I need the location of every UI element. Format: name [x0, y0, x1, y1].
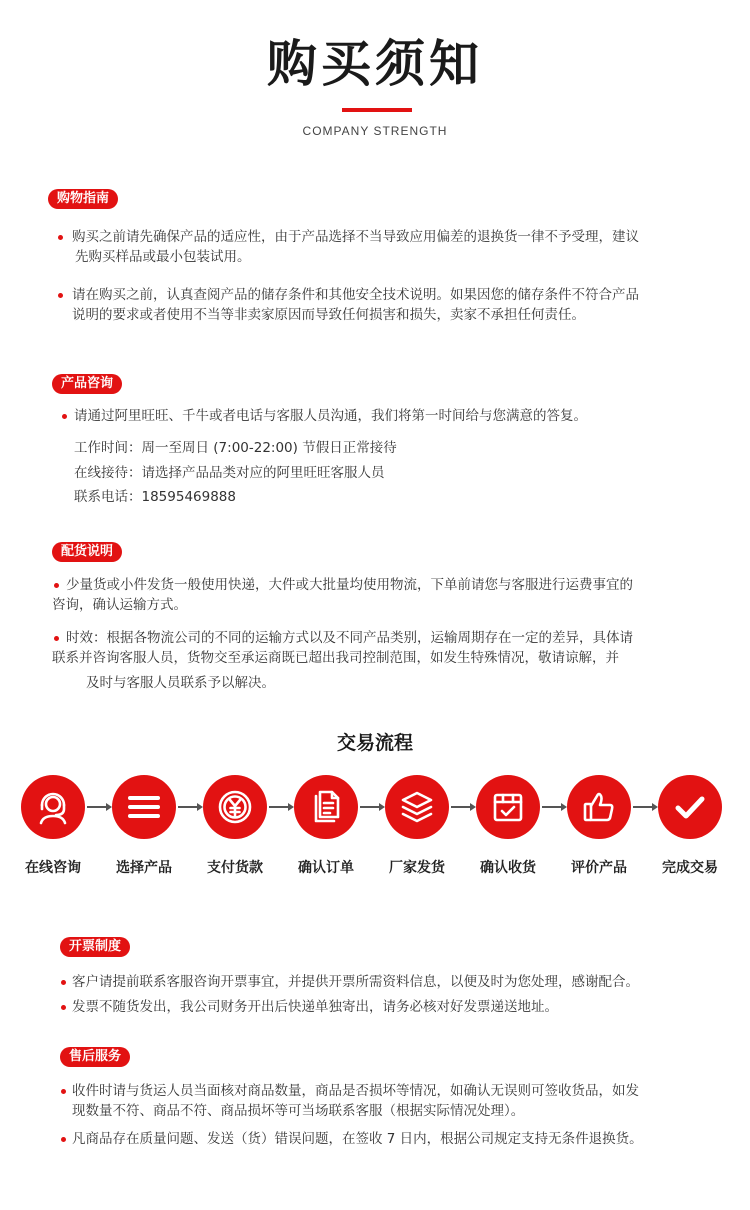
invoice-item-1: 客户请提前联系客服咨询开票事宜，并提供开票所需资料信息，以便及时为您处理，感谢配合。 — [72, 974, 639, 990]
step-label: 在线咨询 — [25, 860, 81, 876]
bullet-dot — [61, 1089, 66, 1094]
step-label: 完成交易 — [662, 860, 718, 876]
consultation-item-1: 请通过阿里旺旺、千牛或者电话与客服人员沟通，我们将第一时间给与您满意的答复。 — [74, 408, 587, 424]
yuan-coin-icon — [215, 787, 255, 827]
section-badge-consultation: 产品咨询 — [52, 374, 122, 394]
section-badge-delivery: 配货说明 — [52, 542, 122, 562]
shopping-guide-item-2: 请在购买之前，认真查阅产品的储存条件和其他安全技术说明。如果因您的储存条件不符合产品 说明的要求或者使用不当等非卖家原因而导致任何损害和损失，卖家不承担任何责任。 — [72, 287, 639, 323]
bullet-dot — [58, 235, 63, 240]
delivery-item-1: 少量货或小件发货一般使用快递，大件或大批量均使用物流，下单前请您与客服进行运费事宜的 咨询，确认运输方式。 — [52, 577, 633, 613]
page-title: 购买须知 — [267, 35, 483, 93]
invoice-item-2: 发票不随货发出，我公司财务开出后快递单独寄出，请务必核对好发票递送地址。 — [72, 999, 558, 1015]
step-label: 选择产品 — [116, 860, 172, 876]
step-ship — [385, 775, 449, 839]
step-label: 评价产品 — [571, 860, 627, 876]
menu-lines-icon — [124, 787, 164, 827]
after-sales-item-1: 收件时请与货运人员当面核对商品数量，商品是否损坏等情况，如确认无误则可签收货品，如发 现数量不符、商品不符、商品损坏等可当场联系客服（根据实际情况处理）。 — [72, 1083, 639, 1119]
bullet-dot — [61, 1005, 66, 1010]
consultation-phone: 联系电话：18595469888 — [74, 489, 236, 505]
headset-agent-icon — [33, 787, 73, 827]
bullet-dot — [61, 980, 66, 985]
title-underline — [342, 108, 412, 112]
thumbs-up-icon — [579, 787, 619, 827]
step-online-consult — [21, 775, 85, 839]
step-select-product — [112, 775, 176, 839]
step-review — [567, 775, 631, 839]
package-check-icon — [488, 787, 528, 827]
flow-arrow — [542, 806, 564, 808]
step-label: 确认收货 — [480, 860, 536, 876]
bullet-dot — [54, 636, 59, 641]
bullet-dot — [61, 1137, 66, 1142]
step-complete — [658, 775, 722, 839]
page-subtitle: COMPANY STRENGTH — [302, 124, 448, 138]
layers-icon — [397, 787, 437, 827]
flow-arrow — [633, 806, 655, 808]
flow-arrow — [178, 806, 200, 808]
checkmark-icon — [670, 787, 710, 827]
step-label: 支付货款 — [207, 860, 263, 876]
step-label: 厂家发货 — [389, 860, 445, 876]
step-confirm-order — [294, 775, 358, 839]
step-payment — [203, 775, 267, 839]
bullet-dot — [54, 583, 59, 588]
flow-arrow — [451, 806, 473, 808]
consultation-work-hours: 工作时间：周一至周日 (7:00-22:00) 节假日正常接待 — [74, 440, 397, 456]
flow-arrow — [87, 806, 109, 808]
delivery-item-2: 时效：根据各物流公司的不同的运输方式以及不同产品类别，运输周期存在一定的差异，具体请 联系并咨询客服人员，货物交至承运商既已超出我司控制范围，如发生特殊情况，敬请谅解，并 及时与客服人员联系予以解决。 — [52, 630, 633, 691]
step-confirm-receipt — [476, 775, 540, 839]
step-label: 确认订单 — [298, 860, 354, 876]
flow-arrow — [360, 806, 382, 808]
consultation-online-service: 在线接待：请选择产品品类对应的阿里旺旺客服人员 — [74, 465, 385, 481]
flow-arrow — [269, 806, 291, 808]
flow-title: 交易流程 — [336, 732, 413, 754]
section-badge-invoice: 开票制度 — [60, 937, 130, 957]
document-icon — [306, 787, 346, 827]
bullet-dot — [58, 293, 63, 298]
shopping-guide-item-1: 购买之前请先确保产品的适应性，由于产品选择不当导致应用偏差的退换货一律不予受理，建议 先购买样品或最小包装试用。 — [72, 229, 639, 265]
section-badge-shopping-guide: 购物指南 — [48, 189, 118, 209]
bullet-dot — [62, 414, 67, 419]
after-sales-item-2: 凡商品存在质量问题、发送（货）错误问题，在签收 7 日内，根据公司规定支持无条件退换货。 — [72, 1131, 643, 1147]
section-badge-after-sales: 售后服务 — [60, 1047, 130, 1067]
